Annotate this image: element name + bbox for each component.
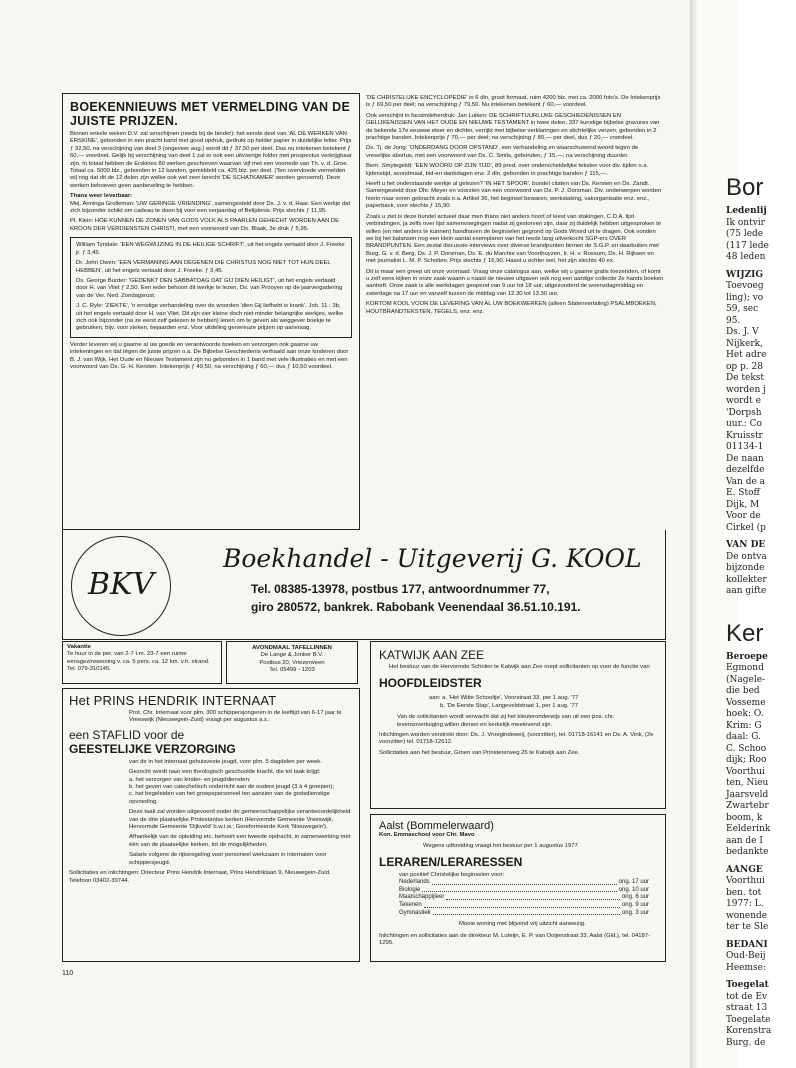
adjacent-line: 48 leden: [726, 252, 766, 262]
adjacent-line: ten, Nieu: [726, 778, 769, 788]
internaat-ad: [62, 688, 360, 962]
katwijk-heading: HOOFDLEIDSTER: [379, 676, 482, 691]
aalst-ad: [370, 814, 666, 962]
kool-name: Boekhandel - Uitgeverij G. KOOL: [223, 544, 642, 573]
staflid-line: een STAFLID voor de: [69, 727, 185, 742]
internaat-item: b. het geven van catechetisch onderricht aan de oudere jeugd (3 à 4 groepen);: [129, 784, 335, 791]
adjacent-line: Heemse:: [726, 962, 767, 973]
inner-item: J. C. Ryle: 'ZIEKTE', 'n ernstige verhandeling over de woorden 'dien Gij liefhebt is krank'. Joh. 11 : 3b, uit het engels vertaald door H. van Vliet. Dit zijn vier kleine doch niet minder belangrijke werkjes, welke zich ook bijzonder (na ze eerst zelf gelezen te hebben) lenen om te geven als weggever boekje te gebruiken, bijv. voor zieken, bejaarden enz. Voor uitdeling genereuze prijzen op aanvraag.: [76, 303, 344, 332]
adjacent-line: (Nagele-: [726, 674, 766, 685]
adjacent-line: De naan: [726, 453, 764, 464]
katwijk-aan1: aan: a. 'Het Witte Schooltje', Voorstraat 33, per 1 aug. '77: [429, 695, 579, 702]
adjacent-line: ter te Sle: [726, 922, 769, 932]
tafellinnen-heading: AVONDMAAL TAFELLINNEN: [252, 645, 332, 651]
adjacent-line: Voorthui: [726, 876, 765, 886]
kool-logo: [71, 536, 171, 636]
adjacent-line: Krim: G: [726, 720, 762, 731]
adjacent-line: Jaarsveld: [726, 789, 769, 800]
adjacent-line: C. Schoo: [726, 743, 767, 754]
internaat-title: Het PRINS HENDRIK INTERNAAT: [69, 693, 277, 708]
internaat-p4: Afhankelijk van de opleiding etc. behoort een tweede opdracht, in samenwerking met één van de plaatselijke kerken, tot de mogelijkheden.: [129, 834, 351, 848]
adjacent-line: dijk; Roo: [726, 755, 767, 765]
adjacent-line: Oud-Beij: [726, 951, 766, 961]
internaat-intro: Prot. Chr. Internaat voor plm. 300 schippersjongeren in de leeftijd van 6-17 jaar te Vreeswijk (Nieuwegein-Zuid) vraagt per augustus a.s.:: [129, 710, 342, 724]
adjacent-line: 95.: [726, 315, 741, 326]
internaat-p6: Sollicitaties en inlichtingen: Directeur Prins Hendrik Internaat, Prins Hendriklaan 9, Nieuwegein-Zuid. Telefoon 03402-39744.: [69, 870, 331, 884]
adjacent-line: 01134-1: [726, 442, 764, 452]
tafellinnen-line1: De Lange & Jonker B.V.: [260, 652, 324, 659]
boekennieuws-title: BOEKENNIEUWS MET VERMELDING VAN DE JUISTE PRIJZEN.: [70, 100, 351, 128]
adjacent-heading: Ker: [726, 619, 764, 647]
klein-text: Pl. Klein: HOE KUNNEN DE ZONEN VAN GODS VOLK ALS PAARLEN GEHECHT WORDEN AAN DE KROON DER VERDIENSTEN CHRISTI, met een voorwoord van Ds. Blaak, 3e druk ƒ 5,95.: [70, 218, 340, 232]
katwijk-ad: [370, 641, 666, 809]
staflid-heading: GEESTELIJKE VERZORGING: [69, 741, 236, 756]
aalst-intro: Wegens uitbreiding vraagt het bestuur per 1 augustus 1977: [423, 843, 578, 850]
adjacent-line: De ontva: [726, 551, 767, 562]
adjacent-line: Nijkerk,: [726, 338, 763, 349]
aalst-row: Maatschappijleer ong. 6 uur: [399, 894, 649, 901]
adjacent-heading: Bor: [726, 174, 764, 201]
adjacent-line: 'Dorpsh: [726, 407, 762, 418]
adjacent-line: Vosseme: [726, 697, 766, 708]
adjacent-line: daal: G.: [726, 732, 761, 742]
verder-text: Verder leveren wij u gaarne al uw goede en verantwoorde boeken en verzorgen ook gaarne uw intekeningen en dat tégen de juiste prijzen o.a. De Bijbelse Geschiedenis verhaald aan onze kinderen door B. J. van Wijk. Het Oude en Nieuwe Testament zijn nu gebonden in 1 band met vele illustraties en met een voorwoord van Ds. G. H. Kersten. Intekenprijs ƒ 49,50, na verschijning ƒ 60,— dus ƒ 10,50 voordeel.: [70, 341, 349, 370]
adjacent-line: De tekst: [726, 373, 765, 383]
boekennieuws-right-column: [366, 95, 664, 319]
vakantie-ad: [62, 641, 222, 684]
adjacent-line: Kruisstr: [726, 430, 763, 441]
kool-banner: [62, 530, 666, 640]
right-item: Zoals u ziet is deze bundel actueel daar men thans niet anders hoort of leest van stakingen, C.D.A. lijst verbindingen, ja zelfs over lijst samenvoegingen nadat zij gestorven zijn, daar zij duidelijk hebben uitgesproken te willen (en niet anders te kunnen) handhaven de beginselen gegrond op Gods Woord uit te dragen. Ook vonden we bij het balansen nog een klein aantal exemplaren van het reeds lang uitverkocht SGP-ers OVER BRANDPUNTEN. Een zestal discussie-interviews over diverse brandpunten binnen de S.G.P. en daarbuiten met Burg. G. v. d. Berg, Ds. J. P. Dorsman, Ds. E. du Marchie van Voorthuyzen, Ir. H. v. Rossum, Ds. H. Rijksen en met journalist L. M. P. Scholten. Prijs slechts ƒ 16,90. Haast u echter wel, het zijn slechts 40 ex.: [366, 213, 662, 265]
internaat-p1: van de in het internaat gehuisveste jeugd, voor plm. 5 dagdelen per week.: [129, 758, 322, 765]
internaat-p2: Gezocht wordt naar een theologisch geschoolde kracht, die tot taak krijgt:: [129, 769, 321, 776]
aalst-sub: Kon. Emmaschool voor Chr. Mavo: [379, 832, 475, 838]
inner-book-box: [70, 237, 352, 337]
katwijk-p3: Sollicitaties aan het bestuur, Groen van Prinstererweg 25 te Katwijk aan Zee.: [379, 749, 580, 756]
right-item: KORTOM KOOL VOOR DE LEVERING VAN AL UW BOEKWERKEN (alleen Statenvertaling) PSALMBOEKEN, HOUTBRANDTEKSTEN, TEGELS, enz. enz.: [366, 301, 657, 315]
adjacent-line: aan de I: [726, 835, 763, 846]
adjacent-line: dezelfde: [726, 465, 765, 475]
katwijk-title: KATWIJK AAN ZEE: [379, 648, 485, 662]
adjacent-line: 59, sec: [726, 304, 759, 314]
adjacent-line: straat 13: [726, 1003, 768, 1013]
internaat-p5: Salaris volgens de rijksregeling voor personeel werkzaam in internaten voor schippersjeugd.: [129, 852, 327, 866]
adjacent-line: Egmond: [726, 663, 764, 673]
leverbaar-text: Mej. Anninga Grolleman: 'UW GERINGE VRIENDING', samengesteld door Ds. J. v. d. Haar. Een werkje dat zich bijzonder schikt om cadeau te doen bij voor een verjaardag of Belijdenis. Prijs slechts ƒ 11,95.: [70, 200, 351, 215]
boekennieuws-ad: [62, 93, 360, 530]
kool-giro: giro 280572, bankrek. Rabobank Veenendaal 36.51.10.191.: [251, 600, 581, 614]
adjacent-line: Voorthui: [726, 766, 765, 777]
adjacent-subheading: Toegelat: [726, 980, 769, 990]
internaat-item: c. het begeleiden van het groepspersoneel ten aanzien van de godsdienstige opvoeding.: [129, 791, 330, 805]
right-item: Ds. Tj. de Jong: 'ONDERDANG DOOR OPSTAND', een verhandeling en waarschuwend woord tegen de vreselijke abortus, met een voorwoord van Ds. C. Smits, gebonden, ƒ 15,—; na verschijning duurder.: [366, 145, 639, 159]
adjacent-line: (75 lede: [726, 229, 764, 239]
katwijk-intro: Het bestuur van de Hervormde Scholen te Katwijk aan Zee roept sollicitanten op voor de functie van: [389, 664, 650, 670]
adjacent-line: 1977: L.: [726, 899, 764, 909]
aalst-lead: van positief Christelijke beginselen voor:: [399, 871, 505, 878]
adjacent-line: tot de Ev: [726, 991, 768, 1002]
right-item: 'DE CHRISTELIJKE ENCYCLOPEDIE' in 6 dln, groot formaat, ruim 4200 blz. met ca. 2000 foto's. De Intekenprijs is ƒ 69,50 per deel; na verschijning ƒ 79,50. Nu intekenen betekent ƒ 60,— voordeel.: [366, 95, 661, 109]
kool-monogram: BKV: [87, 567, 155, 602]
aalst-p2: Inlichtingen en sollicitaties aan de direkteur M. Luteijn, E. P. van Ooijenstraat 33, Aalst (Gld.), tel. 04187-1295.: [379, 932, 651, 946]
adjacent-line: Ledenlij: [726, 206, 767, 216]
adjacent-subheading: AANGE: [726, 864, 763, 875]
aalst-row: Tekenen ong. 9 uur: [399, 902, 649, 908]
adjacent-line: ling); vo: [726, 292, 764, 303]
katwijk-p2: Inlichtingen worden verstrekt door: Ds. J. Vroegindeweij, (voorzitter), tel. 01718-16141 en Ds. A. Vink, (2e voorzitter) tel. 01718-12612.: [379, 732, 654, 746]
vakantie-heading: Vakantie: [67, 644, 91, 650]
adjacent-line: Zwartebr: [726, 801, 769, 811]
adjacent-line: aan gifte: [726, 586, 767, 596]
adjacent-line: (117 lede: [726, 240, 769, 251]
adjacent-line: kollekter: [726, 574, 767, 585]
aalst-row: Gymnastiek ong. 3 uur: [399, 909, 649, 916]
internaat-p3: Deze taak zal worden uitgevoerd onder de gemeenschappelijke verantwoordelijkheid van de drie plaatselijke Protestantse kerken (Hervormde Gemeente Vreeswijk; Hervormde Gemeente 'Dijkveld' b.w.i.w.; Gereformeerde Kerk 'Nieuwegein').: [129, 809, 351, 831]
adjacent-line: ben. tot: [726, 887, 762, 898]
boekennieuws-intro: Binnen enkele weken D.V. zal verschijnen (reeds bij de binder): het eerste deel van 'AL DE WERKEN VAN ERSKINE', gebonden in een pracht band met goud opdruk, gedrukt op helder papier in duidelijke letter. Prijs ƒ 32,50, na verschijning van deel 3 (ongeveer aug.) wordt dit ƒ 37,50 per deel. Dus nu intekenen betekent ƒ 60,— voordeel. Gelijk bij verschijning van deel 1 zal er ook een uitvoerige folder met prospectus verkrijgbaar zijn. In totaal hebben de Erskines 80 werken geschreven waarvan vijf met een voorrede van Th. v. d. Groe. Totaal ca. 5000 blz., gebonden in 12 banden, gemiddeld ca. 425 blz. per deel. (Ten overvloede vermelden wij nog dat dit de 12 delen zijn welke ook wel zeer terecht 'DE SCHATKAMER' worden genoemd). Deze werken behoeven geen aanbeveling te hebben.: [70, 131, 352, 189]
adjacent-line: Ik ontvir: [726, 217, 765, 228]
inner-item: William Tyndale: 'EEN WEGWIJZING IN DE HEILIGE SCHRIFT', uit het engels vertaald door J. Freeke jr. ƒ 3,45.: [76, 242, 345, 256]
adjacent-line: Toegelate: [726, 1014, 771, 1025]
inner-item: Dr. John Owen: 'EEN VERMANING AAN DEGENEN DIE CHRISTUS NOG NIET TOT HUN DEEL HEBBEN', uit het engels vertaald door J. Freeke. ƒ 3,45.: [76, 260, 331, 274]
adjacent-line: op p. 28: [726, 361, 763, 372]
adjacent-line: Burg. de: [726, 1037, 766, 1048]
internaat-item: a. het verzorgen van kinder- en jeugddiensten;: [129, 776, 251, 783]
aalst-row: Biologie ong. 10 uur: [399, 886, 649, 893]
leverbaar-heading: Thans weer leverbaar:: [70, 193, 133, 200]
adjacent-line: hoek: O.: [726, 709, 764, 719]
adjacent-subheading: Beroepe: [726, 651, 768, 662]
adjacent-line: Toevoeg: [726, 281, 764, 291]
aalst-title: Aalst (Bommelerwaard): [379, 820, 494, 832]
right-item: Dit is maar een greep uit onze voorraad. Vraag onze catalogus aan, welke wij u gaarne gratis toezenden, of komt u zelf eens kijken in onze zaak waarin u naast de nieuwe uitgaven ook nog een aardige collectie 2e hands boeken aantreft. Onze zaak is alle werkdagen geopend van 9 uur tot 18 uur, uitgezonderd de woensdagmiddag en zaterdags na 17 uur en vanzelf tussen de middag van 12.30 tot 13.30 uur.: [366, 268, 664, 297]
adjacent-subheading: VAN DE: [726, 540, 766, 550]
adjacent-line: die bed: [726, 686, 760, 696]
katwijk-aan2: b. 'De Eerste Stap', Langeveldstraat 1, per 1 aug. '77: [440, 702, 578, 709]
aalst-heading: LERAREN/LERARESSEN: [379, 854, 523, 869]
tafellinnen-ad: [226, 641, 358, 684]
adjacent-line: uur.: Co: [726, 419, 762, 429]
adjacent-line: boom, k: [726, 812, 763, 823]
adjacent-line: bijzonde: [726, 563, 765, 573]
adjacent-subheading: WIJZIG: [726, 269, 764, 280]
adjacent-page: [726, 168, 796, 1049]
right-item: Bern. Smytegeldt: 'EEN WOORD OP ZIJN TIJD', 89 pred. over onderscheidelijke teksten voor div. tijden o.a. lijdenstijd, avondmaal, bid-en dankdagen enz. 2 dln. gebonden in prachtige banden ƒ 115,—.: [366, 163, 649, 177]
adjacent-line: wordt e: [726, 396, 761, 406]
tafellinnen-line2: Postbus 20, Vriezenveen: [259, 659, 325, 666]
adjacent-line: worden j: [726, 384, 766, 395]
kool-tel: Tel. 08385-13978, postbus 177, antwoordnummer 77,: [251, 582, 550, 596]
adjacent-line: Van de a: [726, 476, 766, 487]
adjacent-line: Eelderink: [726, 824, 771, 834]
right-item: Heeft u het onderstaande werkje al gelezen? 'IN HET SPOOR', bundel citaten van Ds. Kersten en Ds. Zandt. Samengesteld door Dhr. Meyer en voorzien van een voorwoord van Ds. P. J. Dorsman. Div. onderwerpen worden hierin naar voren gebracht zoals o.a. Artikel 36, het beginsel bewaren, werkstaking, vakorganisatie enz. enz., paperback, voor slechts ƒ 15,90.: [366, 181, 662, 210]
vakantie-text: Te huur in de per. van 2-7 t.m. 23-7 een ruime eensgezinswoning v. ca. 5 pers. ca. 12 km. v.h. strand. Tel. 079-310145.: [67, 651, 210, 673]
adjacent-line: Voor de: [726, 511, 761, 521]
tafellinnen-line3: Tel. 05499 - 1203: [269, 667, 315, 674]
adjacent-line: Dijk, M: [726, 499, 760, 510]
aalst-row: Nederlands ong. 17 uur: [399, 879, 649, 886]
adjacent-line: Ds. J. V: [726, 327, 759, 337]
adjacent-line: Korenstra: [726, 1026, 772, 1036]
katwijk-p1: Van de sollicitanten wordt verwacht dat zij het kleuteronderwijs van uit een pos. chr. levensovertuiging willen dienen en kerkelijk meelevend zijn.: [397, 714, 615, 728]
adjacent-line: Cirkel (p: [726, 522, 766, 533]
adjacent-line: bedankte: [726, 847, 769, 857]
right-item: Ook verschijnt in facsimileherdruk: Jan Luiken: DE SCHRIFTUURLIJKE GESCHIEDENISSEN EN GELIJKENISSEN VAN HET OUDE EN NIEUWE TESTAMENT in twee delen, 337 kunstige bijbelse gravures van de bekende 17e eeuwse etser en dichter, verrijkt met bijbelse verklaringen en stichtelijke verzen, gebonden in 2 prachtige banden. Intekenprijs ƒ 70,— per deel; na verschijning ƒ 80,— per deel, dus ƒ 20,— voordeel.: [366, 112, 660, 142]
inner-item: Ds. George Burder: 'GEDENKT DEN SABBATDAG DAT GIJ DIEN HEILIGT', uit het engels vertaald door H. van Vliet ƒ 2,50. Een ieder behoort dit werkje te lezen, Ds. van Prooyen op de jaarvergadering van de Ver. Ned. Zondagsrust.: [76, 277, 343, 299]
adjacent-subheading: BEDANI: [726, 939, 768, 950]
adjacent-line: Het adre: [726, 350, 767, 360]
adjacent-line: E. Stoff: [726, 488, 760, 498]
page-number: 110: [62, 970, 74, 977]
adjacent-line: wonende: [726, 910, 768, 921]
aalst-p1: Mooie woning met blijvend vrij uitzicht aanwezig.: [459, 921, 586, 928]
